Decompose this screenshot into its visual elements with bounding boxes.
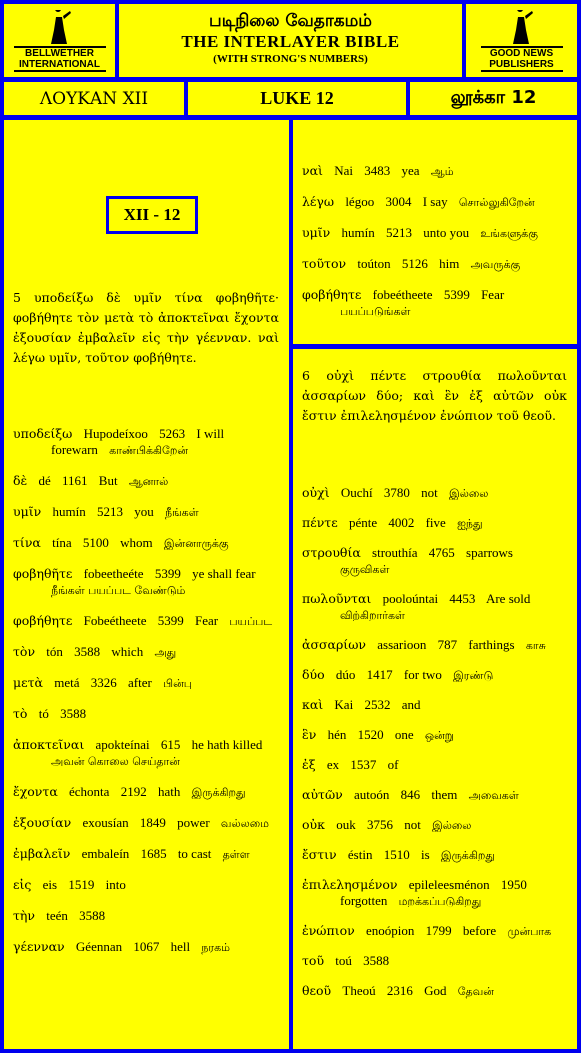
transliteration: eis [42, 877, 58, 892]
transliteration: Theoú [342, 983, 376, 998]
english-gloss: you [134, 504, 154, 519]
strongs-number: 5263 [159, 426, 186, 441]
transliteration: tón [46, 644, 63, 659]
transliteration: Fobeétheete [83, 613, 147, 628]
transliteration: éstin [347, 847, 373, 862]
tamil-gloss: இரண்டு [453, 669, 494, 682]
strongs-number: 3004 [385, 194, 412, 209]
greek-word: φοβηθῆτε [13, 566, 73, 581]
word-entry [13, 644, 279, 661]
pastor-silhouette-icon [505, 10, 539, 46]
title-english: THE INTERLAYER BIBLE [181, 32, 400, 51]
word-entry [13, 877, 279, 894]
tamil-gloss: இருக்கிறது [440, 849, 495, 862]
greek-word: φοβήθητε [13, 613, 73, 628]
transliteration: Ouchí [340, 485, 373, 500]
greek-word: στρουθία [302, 545, 361, 560]
strongs-number: 4765 [428, 545, 455, 560]
tamil-gloss: தேவன் [457, 985, 494, 998]
greek-word: οὐχὶ [302, 485, 330, 500]
english-gloss: hell [170, 939, 191, 954]
strongs-number: 1799 [425, 923, 452, 938]
english-gloss: Are sold [485, 591, 531, 606]
tamil-gloss: பயப்படுங்கள் [340, 305, 411, 318]
english-gloss: before [462, 923, 497, 938]
word-entry [13, 706, 279, 723]
greek-word: γέενναν [13, 939, 65, 954]
tamil-gloss: ஐந்து [457, 517, 483, 530]
right-bottom-panel [293, 349, 577, 1049]
tamil-gloss: அவன் கொலை செய்தான் [51, 755, 180, 768]
verse-6-word-list [302, 485, 567, 1013]
english-gloss: unto you [423, 225, 470, 240]
transliteration: fobeetheéte [83, 566, 144, 581]
greek-word: ἐπιλελησμένον [302, 877, 398, 892]
word-entry [302, 727, 567, 744]
greek-word: υμῖν [302, 225, 331, 240]
strongs-number: 5399 [443, 287, 470, 302]
subtitle: (WITH STRONG'S NUMBERS) [213, 53, 368, 65]
english-gloss: power [177, 815, 210, 830]
tamil-gloss: காசு [525, 639, 546, 652]
tamil-gloss: மறக்கப்படுகிறது [398, 895, 482, 908]
english-gloss: I say [422, 194, 448, 209]
tamil-gloss: அவருக்கு [470, 258, 521, 271]
tamil-gloss: பின்பு [163, 677, 192, 690]
word-entry [13, 908, 279, 925]
transliteration: ex [326, 757, 340, 772]
transliteration: epileleesménon [408, 877, 490, 892]
word-entry [13, 675, 279, 692]
greek-word: τίνα [13, 535, 41, 550]
english-gloss: five [425, 515, 446, 530]
transliteration: teén [46, 908, 68, 923]
transliteration: ouk [336, 817, 356, 832]
verse-5-word-list-continued [302, 163, 567, 334]
greek-word: αὐτῶν [302, 787, 343, 802]
tamil-gloss: இருக்கிறது [191, 786, 246, 799]
greek-word: υποδείξω [13, 426, 73, 441]
word-entry [13, 473, 279, 490]
strongs-number: 2192 [120, 784, 147, 799]
word-entry [13, 815, 279, 832]
english-gloss: I will forewarn [51, 426, 225, 457]
transliteration: hén [327, 727, 347, 742]
greek-word: πέντε [302, 515, 338, 530]
transliteration: Kai [334, 697, 354, 712]
transliteration: Géennan [75, 939, 123, 954]
strongs-number: 1519 [68, 877, 95, 892]
book-greek: ΛΟΥΚΑΝ XII [4, 82, 184, 115]
greek-word: τὴν [13, 908, 36, 923]
greek-word: φοβήθητε [302, 287, 362, 302]
tamil-gloss: நரகம் [201, 941, 231, 954]
english-gloss: into [105, 877, 126, 892]
english-gloss: which [111, 644, 144, 659]
greek-word: εἰς [13, 877, 32, 892]
strongs-number: 3483 [364, 163, 391, 178]
greek-word: μετὰ [13, 675, 43, 690]
english-gloss: God [424, 983, 447, 998]
english-gloss: whom [120, 535, 153, 550]
greek-word: τὸν [13, 644, 36, 659]
greek-word: ἐξ [302, 757, 316, 772]
verse-5-text: 5 υποδείξω δὲ υμῖν τίνα φοβηθῆτε· φοβήθητε τὸν μετὰ τὸ ἀποκτεῖναι ἔχοντα ἐξουσίαν ἐμβαλεῖν εἰς τὴν γέενναν. ναὶ λέγω υμῖν, τοῦτον φοβήθητε. [13, 290, 279, 365]
word-entry [13, 613, 279, 630]
greek-word: πωλοῦνται [302, 591, 372, 606]
tamil-gloss: விற்கிறார்கள் [340, 609, 405, 622]
word-entry [13, 504, 279, 521]
strongs-number: 1685 [140, 846, 167, 861]
english-gloss: sparrows [466, 545, 513, 560]
transliteration: dé [38, 473, 51, 488]
word-entry [302, 545, 567, 578]
title-tamil: படிநிலை வேதாகமம் [209, 11, 372, 31]
word-entry [302, 847, 567, 864]
strongs-number: 5213 [385, 225, 412, 240]
transliteration: tína [52, 535, 72, 550]
strongs-number: 1510 [383, 847, 410, 862]
tamil-gloss: சொல்லுகிறேன் [458, 196, 535, 209]
verse-5-word-list [13, 426, 279, 970]
chapter-label: XII - 12 [106, 196, 198, 234]
transliteration: assarioon [377, 637, 427, 652]
strongs-number: 1950 [500, 877, 527, 892]
greek-word: οὐκ [302, 817, 325, 832]
transliteration: humín [341, 225, 375, 240]
greek-word: τὸ [13, 706, 28, 721]
greek-word: θεοῦ [302, 983, 332, 998]
english-gloss: to cast [177, 846, 212, 861]
word-entry [302, 983, 567, 1000]
word-entry [302, 953, 567, 970]
strongs-number: 4453 [449, 591, 476, 606]
tamil-gloss: ஆம் [430, 165, 454, 178]
english-gloss: yea [401, 163, 420, 178]
tamil-gloss: நீங்கள் [164, 506, 199, 519]
english-gloss: forgotten [340, 893, 388, 908]
tamil-gloss: இல்லை [449, 487, 489, 500]
english-gloss: Fear [481, 287, 505, 302]
tamil-gloss: தள்ள [222, 848, 250, 861]
right-top-panel [293, 120, 577, 344]
greek-word: ἓν [302, 727, 317, 742]
transliteration: toú [335, 953, 352, 968]
greek-word: τοῦ [302, 953, 325, 968]
english-gloss: of [387, 757, 399, 772]
tamil-gloss: வல்லமை [220, 817, 269, 830]
tamil-gloss: இல்லை [432, 819, 472, 832]
word-entry [302, 515, 567, 532]
word-entry [302, 757, 567, 774]
english-gloss: Fear [194, 613, 219, 628]
strongs-number: 3780 [383, 485, 410, 500]
english-gloss: them [431, 787, 458, 802]
strongs-number: 4002 [388, 515, 415, 530]
strongs-number: 1067 [133, 939, 160, 954]
english-gloss: not [404, 817, 421, 832]
tamil-gloss: நீங்கள் பயப்பட வேண்டும் [51, 584, 186, 597]
word-entry [13, 939, 279, 956]
transliteration: légoo [345, 194, 375, 209]
english-gloss: one [394, 727, 414, 742]
strongs-number: 3588 [363, 953, 390, 968]
word-entry [302, 485, 567, 502]
transliteration: échonta [69, 784, 110, 799]
word-entry [13, 737, 279, 770]
tamil-gloss: உங்களுக்கு [480, 227, 538, 240]
english-gloss: farthings [468, 637, 515, 652]
english-gloss: he hath killed [191, 737, 263, 752]
word-entry [13, 784, 279, 801]
word-entry [13, 426, 279, 459]
book-english: LUKE 12 [188, 82, 406, 115]
strongs-number: 5213 [96, 504, 123, 519]
transliteration: exousían [82, 815, 129, 830]
title-box [119, 4, 462, 77]
greek-word: καὶ [302, 697, 324, 712]
tamil-gloss: பயப்பட [229, 615, 273, 628]
goodnews-logo-box [466, 4, 577, 77]
strongs-number: 3326 [90, 675, 117, 690]
word-entry [302, 667, 567, 684]
word-entry [302, 287, 567, 320]
greek-word: ναὶ [302, 163, 323, 178]
greek-word: ἀσσαρίων [302, 637, 366, 652]
strongs-number: 3756 [366, 817, 393, 832]
transliteration: metá [54, 675, 80, 690]
greek-word: ἔχοντα [13, 784, 58, 799]
goodnews-logo-text: GOOD NEWS PUBLISHERS [481, 46, 563, 72]
english-gloss: But [98, 473, 118, 488]
transliteration: fobeétheete [372, 287, 433, 302]
greek-word: δύο [302, 667, 325, 682]
bellwether-logo-box [4, 4, 115, 77]
word-entry [302, 256, 567, 273]
transliteration: enoópion [366, 923, 415, 938]
tamil-gloss: முன்பாக [507, 925, 552, 938]
english-gloss: hath [157, 784, 181, 799]
word-entry [302, 787, 567, 804]
english-gloss: after [127, 675, 152, 690]
greek-word: ἀποκτεῖναι [13, 737, 85, 752]
greek-word: τοῦτον [302, 256, 347, 271]
english-gloss: not [421, 485, 438, 500]
english-gloss: him [439, 256, 460, 271]
tamil-gloss: ஒன்று [424, 729, 454, 742]
strongs-number: 1161 [62, 473, 88, 488]
strongs-number: 5100 [82, 535, 109, 550]
greek-word: ἐνώπιον [302, 923, 355, 938]
strongs-number: 787 [437, 637, 458, 652]
transliteration: Nai [334, 163, 353, 178]
left-panel [4, 120, 289, 1049]
tamil-gloss: காண்பிக்கிறேன் [109, 444, 188, 457]
word-entry [13, 846, 279, 863]
tamil-gloss: ஆனால் [128, 475, 169, 488]
word-entry [13, 566, 279, 599]
strongs-number: 615 [160, 737, 181, 752]
bellwether-logo-text: BELLWETHER INTERNATIONAL [14, 46, 106, 72]
strongs-number: 5399 [157, 613, 184, 628]
strongs-number: 2532 [364, 697, 391, 712]
english-gloss: is [420, 847, 430, 862]
pastor-silhouette-icon [43, 10, 77, 46]
transliteration: apokteínai [95, 737, 150, 752]
word-entry [302, 697, 567, 714]
strongs-number: 2316 [386, 983, 413, 998]
tamil-gloss: அது [154, 646, 177, 659]
transliteration: dúo [335, 667, 356, 682]
transliteration: autoón [354, 787, 390, 802]
tamil-gloss: குருவிகள் [340, 563, 390, 576]
greek-word: ἐμβαλεῖν [13, 846, 71, 861]
english-gloss: and [401, 697, 421, 712]
strongs-number: 1849 [139, 815, 166, 830]
transliteration: Hupodeíxoo [83, 426, 148, 441]
transliteration: humín [52, 504, 86, 519]
word-entry [302, 163, 567, 180]
greek-word: ἔστιν [302, 847, 337, 862]
transliteration: embaleín [81, 846, 130, 861]
strongs-number: 846 [400, 787, 421, 802]
strongs-number: 3588 [79, 908, 106, 923]
transliteration: pooloúntai [382, 591, 439, 606]
strongs-number: 5399 [154, 566, 181, 581]
verse-6-text: 6 οὐχὶ πέντε στρουθία πωλοῦνται ἀσσαρίων δύο; καὶ ἓν ἐξ αὐτῶν οὐκ ἔστιν ἐπιλελησμένον ἐνώπιον τοῦ θεοῦ. [302, 368, 567, 423]
word-entry [302, 591, 567, 624]
english-gloss: ye shall fear [192, 566, 256, 581]
word-entry [302, 877, 567, 910]
transliteration: toúton [357, 256, 391, 271]
english-gloss: for two [403, 667, 442, 682]
word-entry [302, 194, 567, 211]
transliteration: strouthía [372, 545, 418, 560]
strongs-number: 5126 [401, 256, 428, 271]
word-entry [302, 817, 567, 834]
greek-word: λέγω [302, 194, 335, 209]
strongs-number: 1417 [366, 667, 393, 682]
strongs-number: 1537 [350, 757, 377, 772]
word-entry [302, 225, 567, 242]
word-entry [302, 637, 567, 654]
greek-word: δὲ [13, 473, 28, 488]
strongs-number: 3588 [60, 706, 87, 721]
transliteration: tó [38, 706, 49, 721]
word-entry [302, 923, 567, 940]
book-tamil: லூக்கா 12 [410, 82, 577, 115]
transliteration: pénte [348, 515, 378, 530]
greek-word: υμῖν [13, 504, 42, 519]
strongs-number: 1520 [357, 727, 384, 742]
tamil-gloss: அவைகள் [468, 789, 519, 802]
tamil-gloss: இன்னாருக்கு [163, 537, 229, 550]
greek-word: ἐξουσίαν [13, 815, 72, 830]
strongs-number: 3588 [74, 644, 101, 659]
word-entry [13, 535, 279, 552]
